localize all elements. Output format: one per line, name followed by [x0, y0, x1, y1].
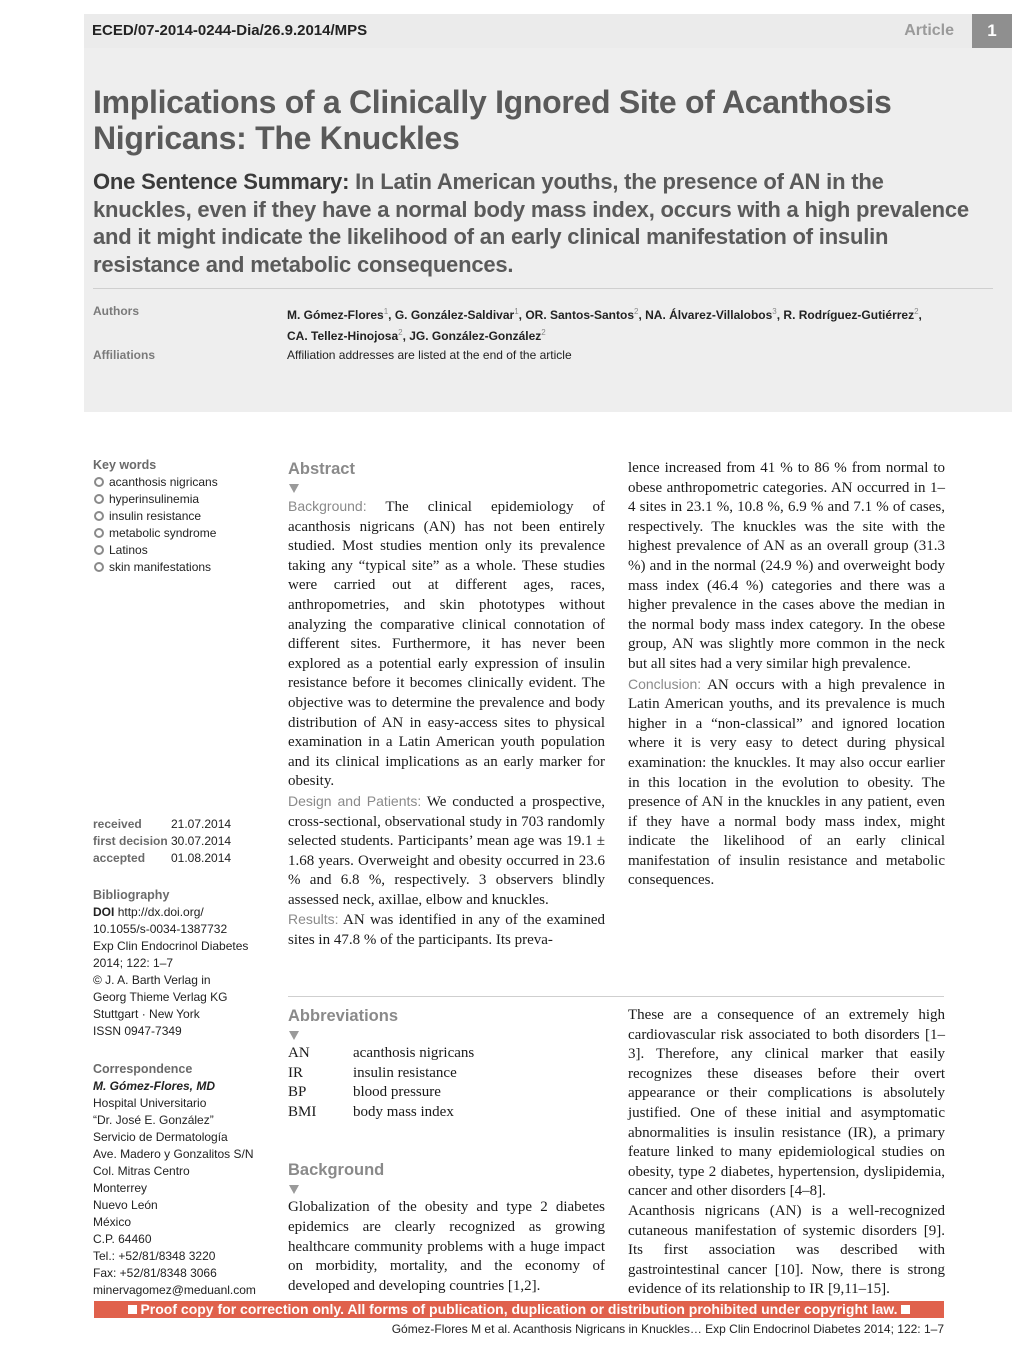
correspondence-line: Nuevo León [93, 1198, 158, 1212]
triangle-marker-icon [289, 1185, 299, 1194]
design-label: Design and Patients: [288, 792, 422, 809]
correspondence-line: minervagomez@meduanl.com [93, 1283, 256, 1297]
results-label: Results: [288, 911, 339, 928]
abstract-column-right [628, 459, 945, 891]
author-name: OR. Santos-Santos [525, 308, 634, 322]
correspondence-name: M. Gómez-Flores, MD [93, 1079, 216, 1093]
correspondence-line: Tel.: +52/81/8348 3220 [93, 1249, 216, 1263]
author-name: R. Rodríguez-Gutiérrez [783, 308, 915, 322]
abstract-conclusion [628, 675, 945, 892]
triangle-marker-icon [289, 1031, 299, 1040]
abbreviation-value: blood pressure [353, 1084, 441, 1101]
running-header [84, 14, 1012, 48]
correspondence-line: Fax: +52/81/8348 3066 [93, 1266, 217, 1280]
date-value: 01.08.2014 [171, 851, 232, 865]
bibliography-line: 2014; 122: 1–7 [93, 956, 174, 970]
abstract-background [288, 497, 605, 792]
author-separator: , [638, 308, 646, 322]
keyword-item [93, 525, 273, 542]
abbreviation-key: IR [288, 1064, 303, 1081]
body-column-right [628, 1006, 945, 1300]
keyword-text: insulin resistance [109, 509, 202, 523]
bibliography-line: © J. A. Barth Verlag in [93, 973, 211, 987]
circle-bullet-icon [94, 511, 104, 521]
article-header [84, 48, 1012, 412]
affiliations-text: Affiliation addresses are listed at the end of the article [287, 348, 572, 362]
correspondence-line: C.P. 64460 [93, 1232, 152, 1246]
date-row [93, 850, 273, 867]
summary-heading: One Sentence Summary: [93, 169, 350, 194]
abbreviations-heading: Abbreviations [288, 1007, 399, 1025]
bibliography-line: Georg Thieme Verlag KG [93, 990, 228, 1004]
one-sentence-summary [93, 168, 973, 278]
abstract-design [288, 792, 605, 911]
date-row [93, 833, 273, 850]
date-value: 30.07.2014 [171, 834, 232, 848]
author-name: CA. Tellez-Hinojosa [287, 329, 399, 343]
keyword-text: metabolic syndrome [109, 526, 217, 540]
keyword-text: acanthosis nigricans [109, 475, 218, 489]
author-affiliation-number: 3 [772, 307, 777, 316]
abbreviation-row [288, 1064, 605, 1084]
author-separator: , [402, 329, 410, 343]
abbreviation-key: AN [288, 1045, 310, 1061]
conclusion-label: Conclusion: [628, 675, 702, 692]
doi-label: DOI [93, 905, 115, 919]
citation-footer: Gómez-Flores M et al. Acanthosis Nigricans in Knuckles… Exp Clin Endocrinol Diabetes 2014; 122: 1–7 [391, 1322, 944, 1336]
body-column-left [288, 1006, 605, 1296]
author-separator: , [918, 308, 922, 322]
design-text: We conducted a prospective, cross-sectional, observational study in 703 randomly selected students. Participants’ mean age was 19.1 ± 1.68 years. Overweight and obesity occurred in 23.6 % and 6.8 %, respectively. 3 observers blindly assessed neck, axillae, elbow and knuckles. [288, 793, 605, 908]
abbreviation-value: insulin resistance [353, 1064, 457, 1081]
bibliography-line: http://dx.doi.org/ [117, 905, 204, 919]
manuscript-id: ECED/07-2014-0244-Dia/26.9.2014/MPS [92, 22, 368, 39]
correspondence-line: Col. Mitras Centro [93, 1164, 190, 1178]
author-name: NA. Álvarez-Villalobos [645, 308, 773, 322]
correspondence-line: Monterrey [93, 1181, 148, 1195]
keyword-item [93, 474, 273, 491]
keyword-item [93, 491, 273, 508]
bibliography-line: 10.1055/s-0034-1387732 [93, 922, 228, 936]
authors-label: Authors [93, 304, 139, 318]
circle-bullet-icon [94, 494, 104, 504]
author-separator: , [776, 308, 784, 322]
abbreviation-row [288, 1044, 605, 1064]
keyword-text: hyperinsulinemia [109, 492, 200, 506]
article-type-label: Article [904, 22, 954, 39]
background-paragraph: These are a consequence of an extremely high cardiovascular risk associated to both disorders [1–3]. Therefore, any clinical marker that easily recognizes these diseases before their overt appearance or their complications is absolutely justified. One of these initial and asymptomatic abnormalities is insulin resistance (IR), a primary feature linked to many epidemiological studies on obesity, type 2 diabetes, hypertension, dyslipidemia, cancer and other disorders [4–8]. [628, 1007, 945, 1200]
author-affiliation-number: 1 [383, 307, 389, 316]
abbreviation-row [288, 1103, 605, 1123]
section-divider [288, 996, 944, 997]
author-affiliation-number: 2 [914, 307, 919, 316]
abbreviation-row [288, 1083, 605, 1103]
circle-bullet-icon [94, 545, 104, 555]
keyword-item [93, 542, 273, 559]
correspondence-line: México [93, 1215, 132, 1229]
bibliography-heading: Bibliography [93, 888, 170, 902]
author-separator: , [518, 308, 526, 322]
abstract-results [288, 910, 605, 950]
bibliography-line: Stuttgart · New York [93, 1007, 200, 1021]
abbreviation-key: BMI [288, 1103, 317, 1120]
correspondence-address [93, 1095, 273, 1299]
keyword-item [93, 508, 273, 525]
correspondence-line: “Dr. José E. González” [93, 1113, 214, 1127]
date-label: first decision [93, 834, 168, 848]
keyword-text: skin manifestations [109, 560, 212, 574]
author-affiliation-number: 2 [634, 307, 639, 316]
date-label: accepted [93, 851, 146, 865]
article-title: Implications of a Clinically Ignored Site of Acanthosis Nigricans: The Knuckles [93, 84, 892, 156]
keywords-list [93, 474, 273, 576]
results-text: AN was identified in any of the examined sites in 47.8 % of the participants. Its preva- [288, 912, 605, 949]
author-list [287, 303, 927, 345]
abstract-results-continued: lence increased from 41 % to 86 % from normal to obese anthropometric categories. AN occurred in 1–4 sites in 23.1 %, 10.8 %, 6.9 % and 7.1 % of cases, respectively. The knuckles was the site with the highest prevalence of AN as an overall group (31.3 %) and in the normal (24.9 %) and overweight body mass index (46.4 %) categories and there was a higher prevalence in the cases above the median in the normal body mass index category. In the obese group, AN was slightly more common in the neck but all sites had a very similar high prevalence. [628, 460, 945, 672]
conclusion-text: AN occurs with a high prevalence in Latin American youths, and its prevalence is much higher in a “non-classical” and ignored location where it is very easy to detect during physical examination: the knuckles. It may also occur earlier in this location in the evolution to obesity. The presence of AN in the knuckles in any patient, even if they have a normal body mass index, might indicate the likelihood of an early clinical manifestation of insulin resistance and metabolic consequences. [628, 676, 945, 889]
square-bullet-icon [901, 1305, 910, 1314]
abbreviation-key: BP [288, 1084, 307, 1101]
triangle-marker-icon [289, 484, 299, 493]
author-affiliation-number: 2 [541, 328, 546, 337]
proof-notice-text: Proof copy for correction only. All forms of publication, duplication or distribution prohibited under copyright law. [140, 1301, 898, 1317]
background-label: Background: [288, 498, 367, 514]
abstract-heading: Abstract [288, 460, 355, 478]
abbreviations-list [288, 1044, 605, 1122]
correspondence-line: Ave. Madero y Gonzalitos S/N [93, 1147, 254, 1161]
date-row [93, 816, 273, 833]
dates-block [93, 816, 273, 867]
page-number: 1 [972, 14, 1012, 48]
bibliography-line: Exp Clin Endocrinol Diabetes [93, 939, 249, 953]
bibliography-block [93, 887, 273, 1040]
keyword-text: Latinos [109, 543, 148, 557]
bibliography-line: ISSN 0947-7349 [93, 1024, 182, 1038]
keywords-heading: Key words [93, 458, 157, 472]
correspondence-line: Hospital Universitario [93, 1096, 207, 1110]
circle-bullet-icon [94, 528, 104, 538]
author-name: G. González-Saldivar [394, 308, 515, 322]
date-label: received [93, 817, 142, 831]
abbreviation-value: body mass index [353, 1103, 454, 1120]
author-separator: , [388, 308, 395, 322]
correspondence-block [93, 1061, 273, 1299]
correspondence-line: Servicio de Dermatología [93, 1130, 228, 1144]
correspondence-heading: Correspondence [93, 1062, 193, 1076]
header-divider [93, 288, 993, 289]
proof-copy-banner [94, 1301, 944, 1318]
author-name: M. Gómez-Flores [287, 308, 384, 322]
abstract-column-left [288, 459, 605, 951]
author-affiliation-number: 1 [514, 307, 519, 316]
summary-text: In Latin American youths, the presence of AN in the knuckles, even if they have a normal body mass index, occurs with a high prevalence and it might indicate the likelihood of an early clinical manifestation of insulin resistance and metabolic consequences. [93, 169, 969, 277]
abbreviation-value: acanthosis nigricans [353, 1045, 475, 1061]
keyword-item [93, 559, 273, 576]
circle-bullet-icon [94, 477, 104, 487]
keywords-block [93, 457, 273, 576]
background-text: The clinical epidemiology of acanthosis nigricans (AN) has not been entirely studied. Most studies mention only its prevalence taking any “typical site” as a whole. These studies were carried out at different ages, races, anthropometries, and skin phototypes without analyzing the comparative clinical connotation of different sites. Furthermore, it has never been explored as a potential early expression of insulin resistance before it becomes clinically evident. The objective was to determine the prevalence and body distribution of AN in easy-access sites to physical examination in a Latin American youth population and its clinical implications as an early marker for obesity. [288, 499, 605, 790]
author-name: JG. González-González [409, 329, 542, 343]
background-paragraph: Globalization of the obesity and type 2 diabetes epidemics are clearly recognized as growing healthcare community problems with a huge impact on morbidity, mortality, and the economy of developed and developing countries [1,2]. [288, 1199, 605, 1294]
square-bullet-icon [128, 1305, 137, 1314]
affiliations-label: Affiliations [93, 348, 155, 362]
author-affiliation-number: 2 [398, 328, 403, 337]
circle-bullet-icon [94, 562, 104, 572]
background-paragraph: Acanthosis nigricans (AN) is a well-recognized cutaneous manifestation of systemic disorders [9]. Its first association was described with gastrointestinal cancer [10]. Now, there is strong evidence of its relationship to IR [9,11–15]. [628, 1202, 945, 1298]
date-value: 21.07.2014 [171, 817, 232, 831]
background-heading: Background [288, 1161, 385, 1180]
